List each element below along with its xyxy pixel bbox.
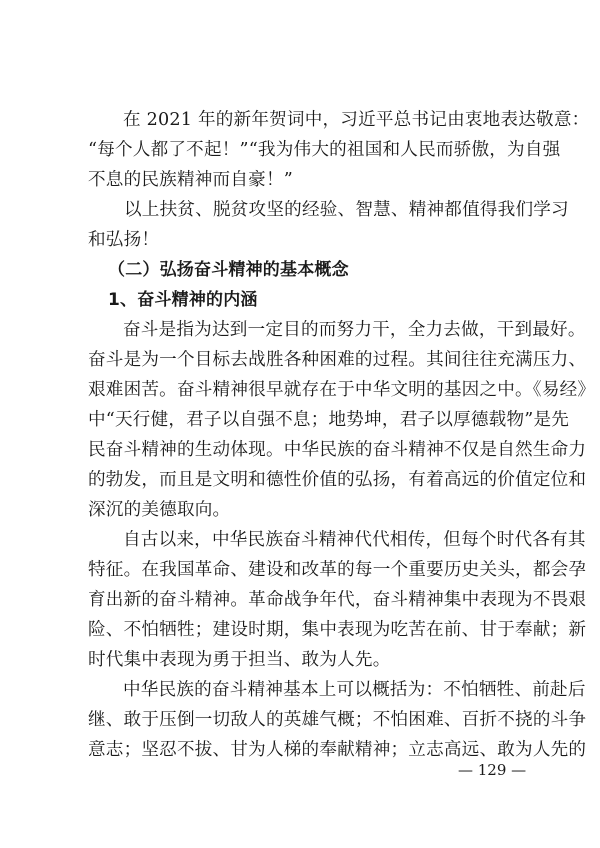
paragraph-line: 意志；坚忍不拔、甘为人梯的奉献精神；立志高远、敢为人先的 <box>88 740 587 760</box>
paragraph-line: 和弘扬！ <box>88 230 160 250</box>
paragraph-line: 奋斗是指为达到一定目的而努力干，全力去做，干到最好。 <box>123 320 586 340</box>
subsection-heading: 1、奋斗精神的内涵 <box>108 290 258 310</box>
paragraph-line: 育出新的奋斗精神。革命战争年代，奋斗精神集中表现为不畏艰 <box>88 590 587 610</box>
paragraph-line: 在 2021 年的新年贺词中，习近平总书记由衷地表达敬意： <box>123 110 590 130</box>
paragraph-line: 的勃发，而且是文明和德性价值的弘扬，有着高远的价值定位和 <box>88 470 587 490</box>
paragraph-line: 不息的民族精神而自豪！” <box>88 170 293 190</box>
paragraph-line: 艰难困苦。奋斗精神很早就存在于中华文明的基因之中。《易经》 <box>88 380 596 400</box>
page-number: — 129 — <box>458 761 527 779</box>
paragraph-line: 民奋斗精神的生动体现。中华民族的奋斗精神不仅是自然生命力 <box>88 440 587 460</box>
paragraph-line: “每个人都了不起！”“我为伟大的祖国和人民而骄傲，为自强 <box>88 140 561 160</box>
paragraph-line: 深沉的美德取向。 <box>88 500 231 520</box>
paragraph-line: 以上扶贫、脱贫攻坚的经验、智慧、精神都值得我们学习 <box>124 200 569 220</box>
paragraph-line: 自古以来，中华民族奋斗精神代代相传，但每个时代各有其 <box>123 530 586 550</box>
paragraph-line: 特征。在我国革命、建设和改革的每一个重要历史关头，都会孕 <box>88 560 587 580</box>
paragraph-line: 时代集中表现为勇于担当、敢为人先。 <box>88 650 391 670</box>
paragraph-line: 奋斗是为一个目标去战胜各种困难的过程。其间往往充满压力、 <box>88 350 587 370</box>
paragraph-line: 中“天行健，君子以自强不息；地势坤，君子以厚德载物”是先 <box>88 410 570 430</box>
paragraph-line: 继、敢于压倒一切敌人的英雄气概；不怕困难、百折不挠的斗争 <box>88 710 587 730</box>
paragraph-line: 中华民族的奋斗精神基本上可以概括为：不怕牺牲、前赴后 <box>123 680 586 700</box>
section-heading: （二）弘扬奋斗精神的基本概念 <box>108 260 349 280</box>
paragraph-line: 险、不怕牺牲；建设时期，集中表现为吃苦在前、甘于奉献；新 <box>88 620 587 640</box>
